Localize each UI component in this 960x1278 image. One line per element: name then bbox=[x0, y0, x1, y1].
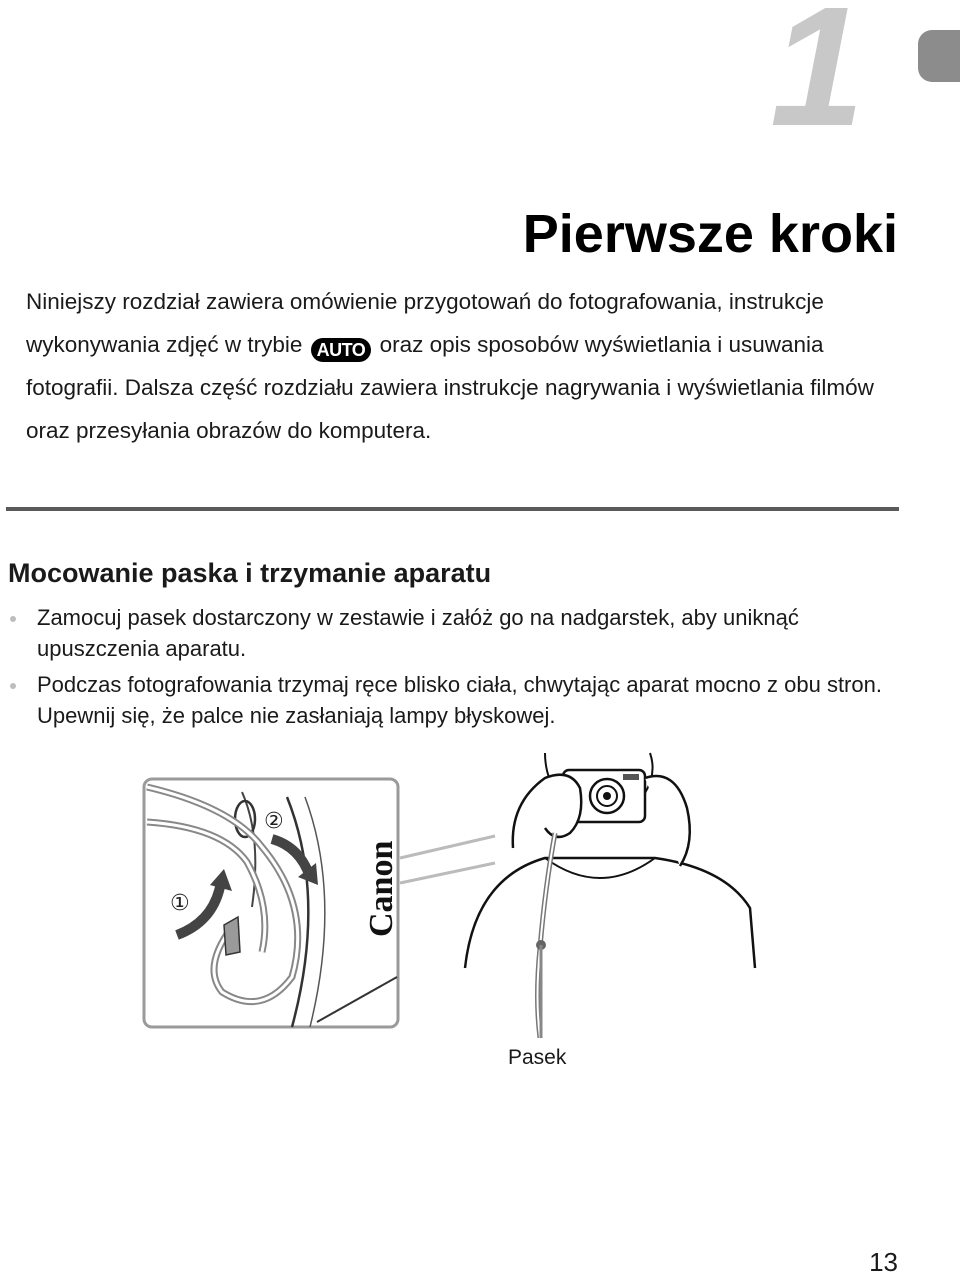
section-divider bbox=[6, 507, 899, 511]
intro-text-start: Niniejszy rozdział zawiera omówienie przygotowań do fotografowania, instrukcje wykonywania zdjęć w trybie bbox=[26, 289, 824, 357]
chapter-number: 1 bbox=[770, 0, 861, 162]
chapter-tab bbox=[918, 30, 960, 82]
step-1-marker: ① bbox=[170, 891, 190, 916]
section-heading: Mocowanie paska i trzymanie aparatu bbox=[8, 558, 492, 588]
bullet-list bbox=[8, 602, 908, 736]
page-number: 13 bbox=[869, 1247, 898, 1277]
bullet-text: Zamocuj pasek dostarczony w zestawie i załóż go na nadgarstek, aby uniknąć upuszczenia aparatu. bbox=[37, 605, 799, 661]
bullet-text: Podczas fotografowania trzymaj ręce blisko ciała, chwytając aparat mocno z obu stron. Upewnij się, że palce nie zasłaniają lampy błyskowej. bbox=[37, 672, 882, 728]
canon-logo: Canon bbox=[363, 840, 400, 937]
bullet-item-grip bbox=[8, 669, 908, 731]
bullet-icon bbox=[10, 683, 16, 689]
step-2-marker: ② bbox=[264, 809, 284, 834]
page-title: Pierwsze kroki bbox=[522, 204, 898, 264]
strap-label: Pasek bbox=[508, 1046, 567, 1069]
intro-text-end: oraz opis sposobów wyświetlania i usuwania fotografii. Dalsza część rozdziału zawiera instrukcje nagrywania i wyświetlania filmów oraz przesyłania obrazów do komputera. bbox=[26, 332, 874, 443]
strap-attachment-illustration bbox=[142, 777, 400, 1029]
camera-grip-illustration bbox=[395, 748, 765, 1038]
bullet-item-strap bbox=[8, 602, 908, 664]
intro-paragraph bbox=[26, 280, 916, 452]
bullet-icon bbox=[10, 616, 16, 622]
auto-mode-icon: AUTO bbox=[311, 338, 372, 362]
